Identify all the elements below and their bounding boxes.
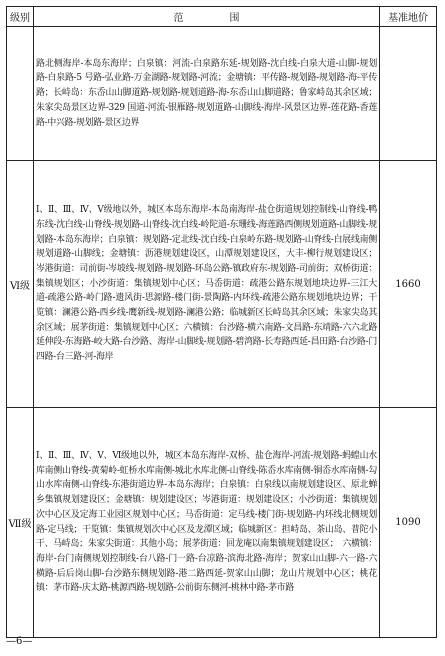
- header-price: 基准地价: [380, 7, 437, 27]
- land-price-table: [6, 6, 437, 638]
- row-range: [34, 27, 380, 161]
- row-price: 1090: [380, 408, 437, 638]
- row-range: [34, 408, 380, 638]
- row-range-text: Ⅰ、Ⅱ、Ⅲ、Ⅳ、Ⅴ级地以外，城区本岛东海岸-本岛南海岸-盐仓街道规划控制线-山脊线-鸭东线-沈白线-山脊线-规划路-山脊线-沈白线-岭陀道-东珊线-海莲路西侧规划道路-山脚线-规划路-本岛东海岸；白泉镇：规划路-定北线-沈白线-白泉岭东路-规划路-山脊线-白展线南侧规划道路-山脚线；金塘镇：沥港规划建设区，山潭规划建设区，大丰-柳行规划建设区；岑港街道：司前街-岑坡线-规划路-规划路-环岛公路-镇政府东-规划路-司前街；双桥街道：集镇规划区；小沙街道：集镇规划中心区；马岙街道：疏港公路东规划地块边界-三江大道-疏港公路-岭门路-遗风街-思源路-楼门街-景陶路-内环线-疏港公路东规划地块边界；干览镇：澜港公路-西乡线-鹰新线-规划路-澜港公路；临城新区长峙岛其余区域；朱家尖岛其余区域；展茅街道：集镇规划中心区；六横镇：台沙路-横六南路-文昌路-东靖路-六六北路延伸段-东海路-峧大路-台沙路、海岸-山脚线-规划路-碧湾路-长寿路西延-昌田路-台沙路-门四路-台三路-河-海岸: [36, 205, 377, 363]
- row-range-text: 路北侧海岸-本岛东海岸；白泉镇：河流-白泉路东延-规划路-沈白线-白泉大道-山脚-规划路-白泉路-5 号路-弘业路-万金湖路-规划路-河流；金塘镇：平传路-规划路-规划路-海-平传路；长峙岛：东岙山山脚道路-规划路-规划道路-海-东岙山山脚道路；鲁家峙岛其余区域；朱家尖岛景区边界-329 国道-河流-银雁路-规划道路-山脚线-海岸-风景区边界-莲花路-香莲路-中兴路-规划路-景区边界: [36, 58, 377, 128]
- row-price: [380, 27, 437, 161]
- header-range: [34, 7, 380, 27]
- table-row: [7, 27, 437, 161]
- header-range-label: 范 围: [173, 13, 258, 24]
- table-row: [7, 408, 437, 638]
- row-range-text: Ⅰ、Ⅱ、Ⅲ、Ⅳ、Ⅴ、Ⅵ级地以外，城区本岛东海岸-双桥、盐仓海岸-河流-规划路-蚂蝗山水库南侧山脊线-黄菊岭-虹桥水库南侧-城北水库北侧-山脊线-陈岙水库南侧-铜岙水库南侧-勾山水库南侧-山脊线-东港街道边界-本岛东海岸；白泉镇：白泉线以南规划建设区、原北蝉乡集镇规划建设区；金塘镇：规划建设区；岑港街道：规划建设区；小沙街道：集镇规划次中心区及定海工业园区规划中心区；马岙街道：定马线-楼门街-规划路-内环线北侧规划路-定马线；干览镇：集镇规划次中心区及龙潭区域；临城新区：担峙岛、茶山岛、普陀小干、马峙岛；朱家尖街道：其他小岛；展茅街道：回龙庵以南集镇规划建设区； 六横镇：海岸-台门南侧规划控制线-台八路-门一路-台凉路-滨海北路-海岸；贺家山山脚-六一路-六横路-后后岗山脚-台沙路东侧规划路-港二路西延-贺家山山脚；龙山片规划中心区；桃花镇：茅市路-庆太路-桃源西路-规划路-公前街东侧河-桃林中路-茅市路: [36, 450, 377, 594]
- table-header-row: [7, 7, 437, 27]
- page-number: —6—: [6, 636, 33, 647]
- table-row: [7, 161, 437, 408]
- row-level: [7, 27, 34, 161]
- row-price: 1660: [380, 161, 437, 408]
- row-level: Ⅵ级: [7, 161, 34, 408]
- row-range: [34, 161, 380, 408]
- header-level: 级别: [7, 7, 34, 27]
- row-level: Ⅶ级: [7, 408, 34, 638]
